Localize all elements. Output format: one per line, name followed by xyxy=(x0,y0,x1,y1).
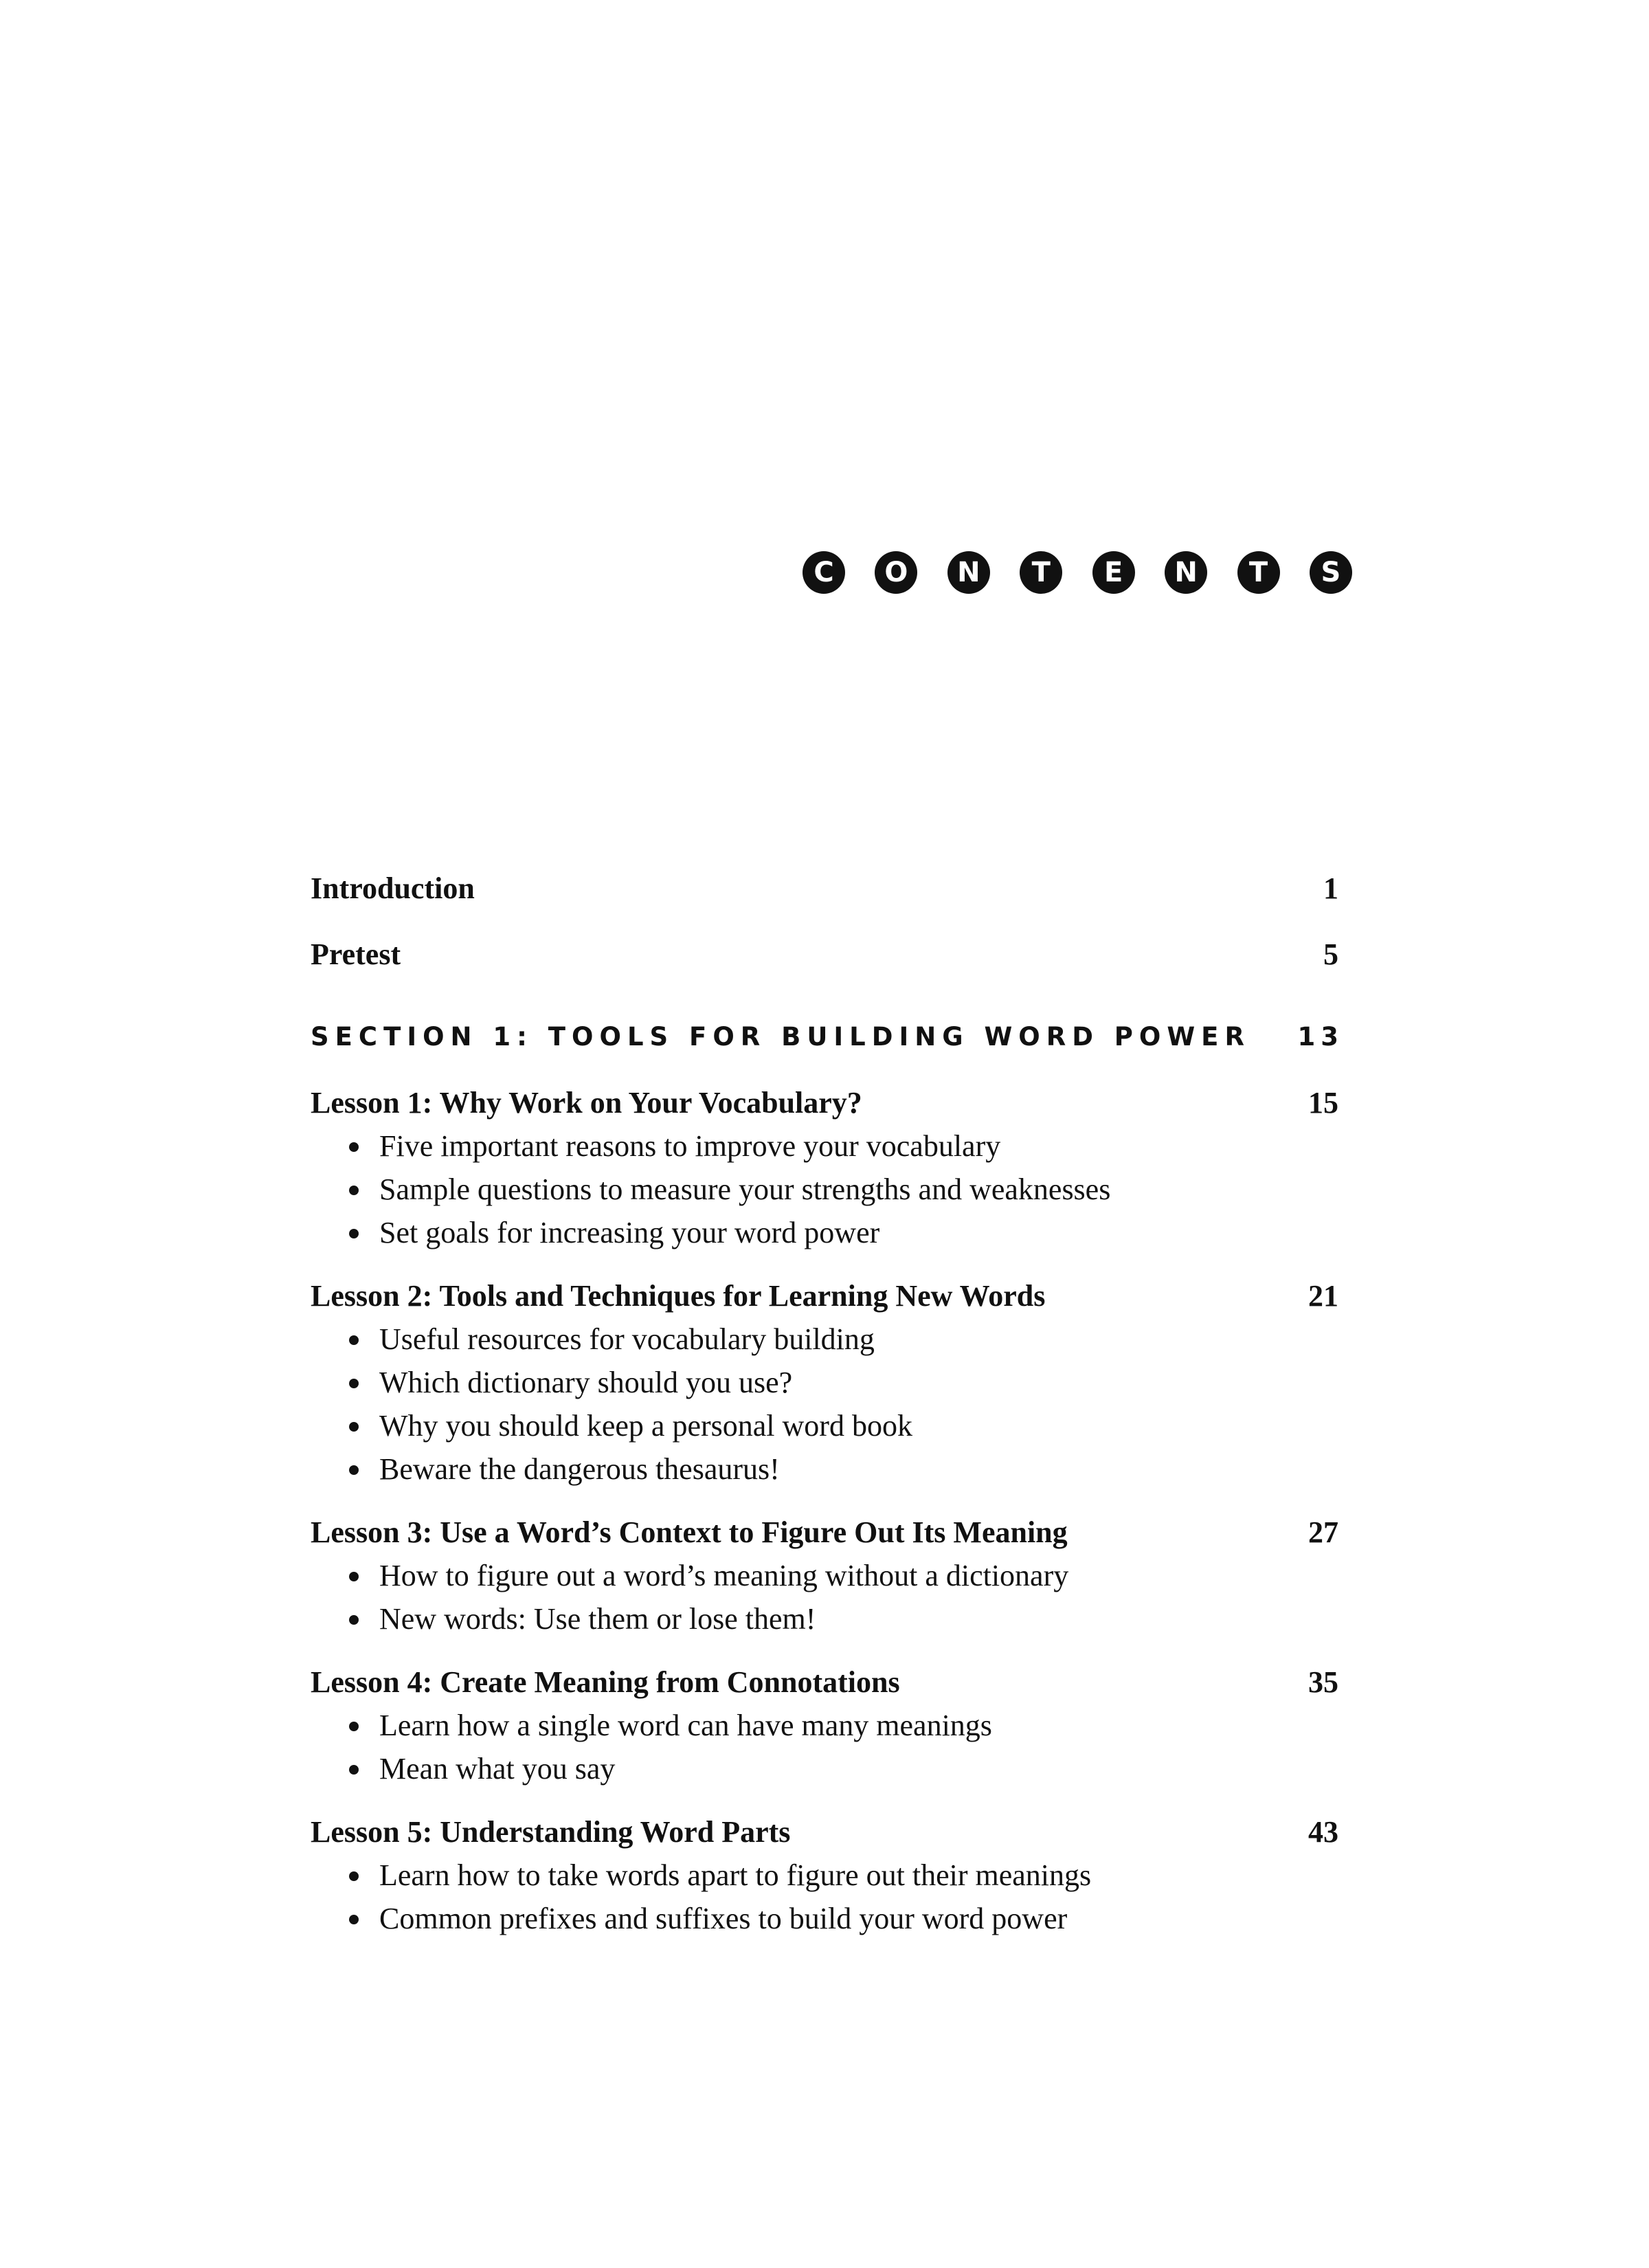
topic-item: Mean what you say xyxy=(311,1747,1338,1790)
lesson-topic-list xyxy=(311,1704,1338,1790)
topic-item: New words: Use them or lose them! xyxy=(311,1597,1338,1641)
topic-item: Set goals for increasing your word power xyxy=(311,1211,1338,1254)
topic-item: Which dictionary should you use? xyxy=(311,1361,1338,1404)
heading-letter-e: E xyxy=(1092,551,1135,594)
toc-entry-introduction xyxy=(311,867,1338,910)
contents-heading xyxy=(803,551,1352,597)
lesson-title: Lesson 2: Tools and Techniques for Learning New Words xyxy=(311,1279,1046,1313)
heading-letter-n: N xyxy=(947,551,990,594)
lesson-heading xyxy=(311,1811,1338,1854)
lesson-title: Lesson 1: Why Work on Your Vocabulary? xyxy=(311,1086,862,1120)
entry-page-number: 5 xyxy=(1323,937,1338,971)
topic-item: Five important reasons to improve your vocabulary xyxy=(311,1124,1338,1168)
lesson-title: Lesson 4: Create Meaning from Connotations xyxy=(311,1665,900,1699)
section-heading xyxy=(311,1016,1344,1058)
topic-item: Common prefixes and suffixes to build your word power xyxy=(311,1897,1338,1940)
lesson-title: Lesson 3: Use a Word’s Context to Figure Out Its Meaning xyxy=(311,1515,1068,1549)
heading-letter-t-2: T xyxy=(1237,551,1280,594)
heading-letter-t: T xyxy=(1020,551,1062,594)
heading-letter-s: S xyxy=(1310,551,1352,594)
lesson-topic-list xyxy=(311,1318,1338,1491)
topic-item: Learn how a single word can have many meanings xyxy=(311,1704,1338,1747)
lesson-topic-list xyxy=(311,1854,1338,1940)
topic-item: Useful resources for vocabulary building xyxy=(311,1318,1338,1361)
heading-letter-c: C xyxy=(803,551,845,594)
topic-item: How to figure out a word’s meaning without a dictionary xyxy=(311,1554,1338,1597)
toc-entry-pretest xyxy=(311,933,1338,976)
lesson-1 xyxy=(311,1082,1338,1254)
lesson-2 xyxy=(311,1275,1338,1491)
section-page-number: 13 xyxy=(1297,1022,1344,1052)
lesson-heading xyxy=(311,1275,1338,1318)
topic-item: Sample questions to measure your strengths and weaknesses xyxy=(311,1168,1338,1211)
lesson-topic-list xyxy=(311,1124,1338,1254)
table-of-contents xyxy=(311,867,1344,1940)
heading-letter-o: O xyxy=(875,551,917,594)
section-title: SECTION 1: TOOLS FOR BUILDING WORD POWER xyxy=(311,1022,1250,1052)
entry-title: Introduction xyxy=(311,871,475,905)
topic-item: Why you should keep a personal word book xyxy=(311,1404,1338,1447)
lesson-title: Lesson 5: Understanding Word Parts xyxy=(311,1815,791,1849)
entry-page-number: 1 xyxy=(1323,871,1338,905)
lesson-4 xyxy=(311,1661,1338,1790)
lesson-page-number: 27 xyxy=(1308,1515,1338,1549)
lesson-heading xyxy=(311,1661,1338,1704)
lesson-page-number: 15 xyxy=(1308,1086,1338,1120)
lesson-heading xyxy=(311,1511,1338,1554)
lesson-3 xyxy=(311,1511,1338,1641)
entry-title: Pretest xyxy=(311,937,401,971)
topic-item: Beware the dangerous thesaurus! xyxy=(311,1447,1338,1491)
lesson-5 xyxy=(311,1811,1338,1940)
topic-item: Learn how to take words apart to figure out their meanings xyxy=(311,1854,1338,1897)
lesson-heading xyxy=(311,1082,1338,1124)
lesson-page-number: 21 xyxy=(1308,1279,1338,1313)
lesson-page-number: 35 xyxy=(1308,1665,1338,1699)
lesson-topic-list xyxy=(311,1554,1338,1641)
lesson-page-number: 43 xyxy=(1308,1815,1338,1849)
heading-letter-n-2: N xyxy=(1165,551,1207,594)
